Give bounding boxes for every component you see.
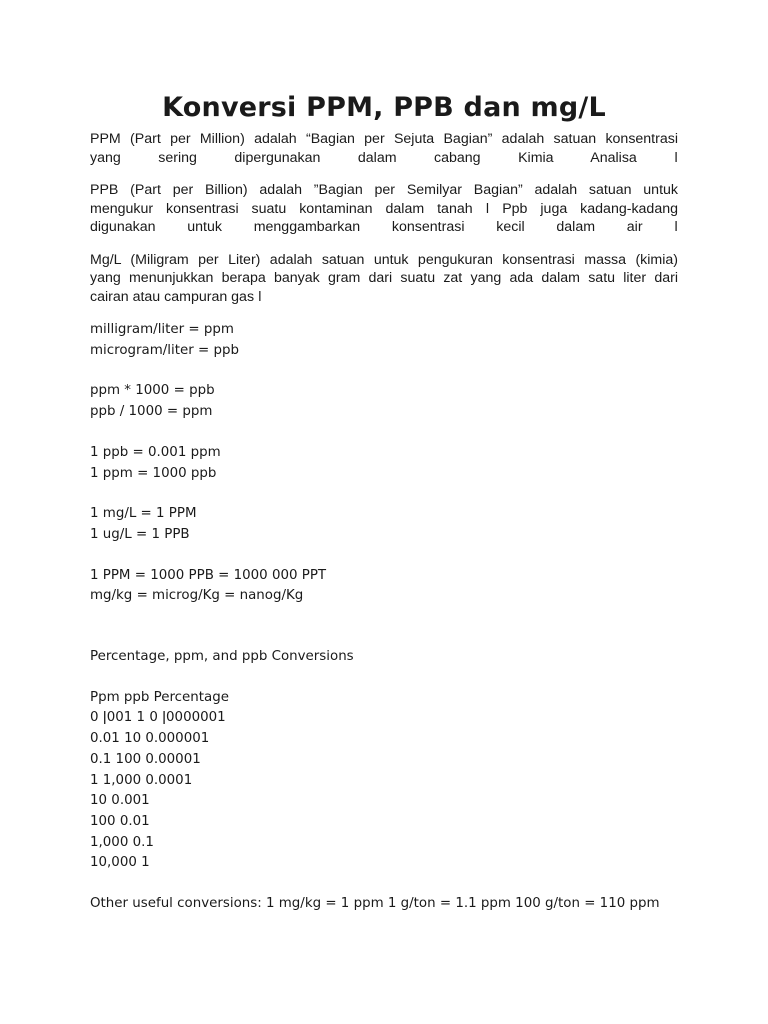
paragraph-ppb bbox=[90, 181, 678, 237]
conversions-heading: Percentage, ppm, and ppb Conversions bbox=[90, 649, 354, 665]
paragraph-ppb-line: PPB (Part per Billion) adalah ”Bagian per Semilyar Bagian” adalah satuan untuk bbox=[90, 182, 678, 198]
equivalence-group bbox=[90, 443, 678, 484]
equivalence-group bbox=[90, 566, 678, 607]
paragraph-ppm-line: yang sering dipergunakan dalam cabang Kimia Analisa ǀ bbox=[90, 149, 678, 166]
document-page bbox=[90, 88, 678, 915]
table-row: 0.01 10 0.000001 bbox=[90, 731, 210, 747]
paragraph-ppb-line: mengukur konsentrasi suatu kontaminan dalam tanah ǀ Ppb juga kadang-kadang bbox=[90, 200, 678, 217]
paragraph-mgl-line: Mg/L (Miligram per Liter) adalah satuan untuk pengukuran konsentrasi massa (kimia) bbox=[90, 251, 678, 268]
table-row: 1,000 0.1 bbox=[90, 834, 154, 850]
paragraph-mgl-line: yang menunjukkan berapa banyak gram dari suatu zat yang ada dalam satu liter dari bbox=[90, 270, 678, 286]
paragraph-ppb-line: digunakan untuk menggambarkan konsentrasi kecil dalam air ǀ bbox=[90, 219, 678, 235]
table-row: 100 0.01 bbox=[90, 813, 150, 829]
table-row: 10,000 1 bbox=[90, 855, 150, 871]
equivalence-line: microgram/liter = ppb bbox=[90, 342, 239, 358]
table-row: 1 1,000 0.0001 bbox=[90, 772, 193, 788]
equivalence-line: 1 mg/L = 1 PPM bbox=[90, 506, 197, 522]
paragraph-mgl bbox=[90, 251, 678, 307]
paragraph-ppm bbox=[90, 130, 678, 167]
conversions-table bbox=[90, 688, 678, 874]
equivalence-line: mg/kg = microg/Kg = nanog/Kg bbox=[90, 588, 304, 604]
equivalence-line: ppb / 1000 = ppm bbox=[90, 404, 213, 420]
table-header: Ppm ppb Percentage bbox=[90, 689, 229, 705]
equivalence-line: 1 ppm = 1000 ppb bbox=[90, 465, 217, 481]
paragraph-mgl-line: cairan atau campuran gas ǀ bbox=[90, 288, 262, 305]
document-title: Konversi PPM, PPB dan mg/L bbox=[162, 92, 606, 123]
equivalence-line: 1 ppb = 0.001 ppm bbox=[90, 444, 221, 460]
equivalence-line: milligram/liter = ppm bbox=[90, 322, 234, 337]
equivalence-group bbox=[90, 381, 678, 422]
equivalence-line: 1 PPM = 1000 PPB = 1000 000 PPT bbox=[90, 567, 327, 583]
equivalence-line: ppm * 1000 = ppb bbox=[90, 383, 215, 399]
other-conversions: Other useful conversions: 1 mg/kg = 1 ppm 1 g/ton = 1.1 ppm 100 g/ton = 110 ppm bbox=[90, 896, 660, 912]
table-row: 10 0.001 bbox=[90, 793, 150, 809]
equivalence-line: 1 ug/L = 1 PPB bbox=[90, 526, 190, 542]
paragraph-ppm-line: PPM (Part per Million) adalah “Bagian per Sejuta Bagian” adalah satuan konsentrasi bbox=[90, 131, 678, 147]
table-row: 0.1 100 0.00001 bbox=[90, 751, 201, 767]
equivalence-group bbox=[90, 504, 678, 545]
equivalence-group bbox=[90, 320, 678, 361]
table-row: 0 ǀ001 1 0 ǀ0000001 bbox=[90, 710, 226, 726]
